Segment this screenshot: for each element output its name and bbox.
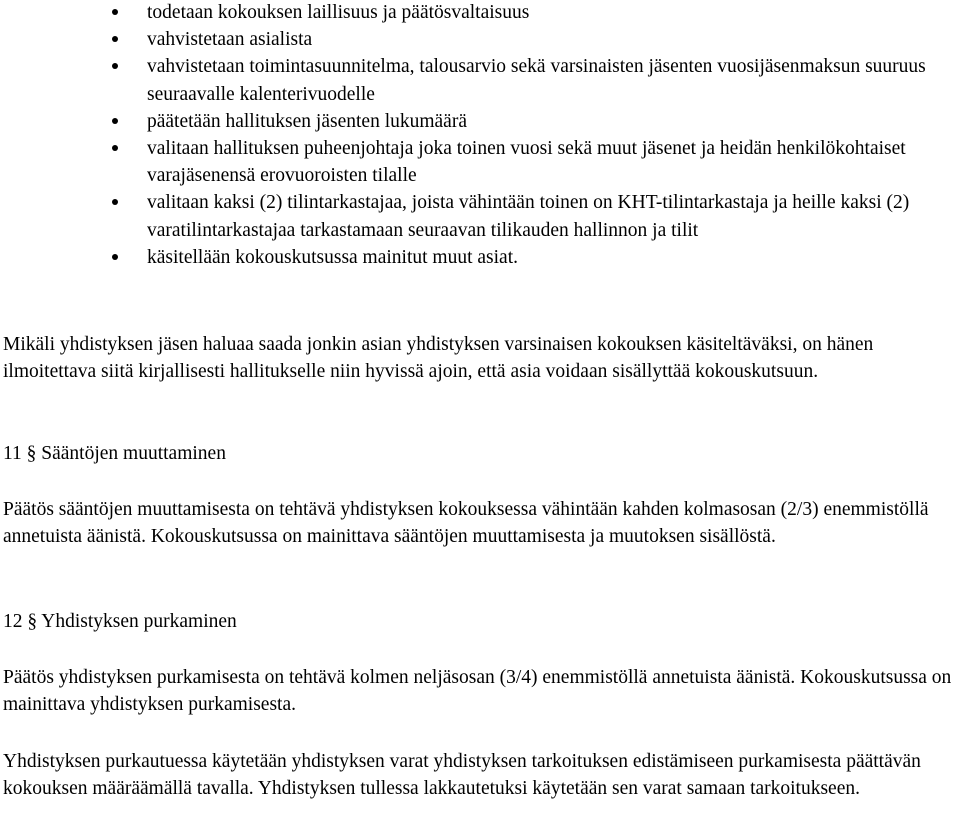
bullet-icon xyxy=(112,145,118,151)
bullet-icon xyxy=(112,199,118,205)
list-item-text: käsitellään kokouskutsussa mainitut muut asiat. xyxy=(147,246,518,268)
list-item xyxy=(0,53,947,107)
paragraph-member-proposal: Mikäli yhdistyksen jäsen haluaa saada jonkin asian yhdistyksen varsinaisen kokouksen käsiteltäväksi, on hänen ilmoitettava siitä kirjallisesti hallitukselle niin hyvissä ajoin, että asia voidaan sisällyttää kokouskutsuun. xyxy=(3,334,874,383)
list-item xyxy=(0,26,947,53)
bullet-icon xyxy=(112,36,118,42)
list-item xyxy=(0,189,947,243)
agenda-list xyxy=(0,0,960,271)
list-item xyxy=(0,0,947,26)
bullet-icon xyxy=(112,9,118,15)
list-item-text: vahvistetaan asialista xyxy=(147,29,313,51)
list-item xyxy=(0,244,947,271)
section-12-heading: 12 § Yhdistyksen purkaminen xyxy=(3,611,237,632)
bullet-icon xyxy=(112,63,118,69)
section-11-text: Päätös sääntöjen muuttamisesta on tehtävä yhdistyksen kokouksessa vähintään kahden kolmasosan (2/3) enemmistöllä annetuista äänistä. Kokouskutsussa on mainittava sääntöjen muuttamisesta ja muutoksen sisällöstä. xyxy=(3,499,929,548)
section-12-text-1: Päätös yhdistyksen purkamisesta on tehtävä kolmen neljäsosan (3/4) enemmistöllä annetuista äänistä. Kokouskutsussa on mainittava yhdistyksen purkamisesta. xyxy=(3,667,952,716)
list-item-text: valitaan hallituksen puheenjohtaja joka toinen vuosi sekä muut jäsenet ja heidän henkilökohtaiset varajäsenensä erovuoroisten tilalle xyxy=(147,138,906,187)
section-11-heading: 11 § Sääntöjen muuttaminen xyxy=(3,443,226,464)
list-item xyxy=(0,135,947,189)
bullet-icon xyxy=(112,118,118,124)
list-item xyxy=(0,108,947,135)
list-item-text: todetaan kokouksen laillisuus ja päätösvaltaisuus xyxy=(147,2,530,23)
list-item-text: valitaan kaksi (2) tilintarkastajaa, joista vähintään toinen on KHT-tilintarkastaja ja heille kaksi (2) varatilintarkastajaa tarkastamaan seuraavan tilikauden hallinnon ja tilit xyxy=(147,192,910,241)
list-item-text: vahvistetaan toimintasuunnitelma, talousarvio sekä varsinaisten jäsenten vuosijäsenmaksun suuruus seuraavalle kalenterivuodelle xyxy=(147,56,926,105)
bullet-icon xyxy=(112,254,118,260)
list-item-text: päätetään hallituksen jäsenten lukumäärä xyxy=(147,110,467,132)
section-12-text-2: Yhdistyksen purkautuessa käytetään yhdistyksen varat yhdistyksen tarkoituksen edistämiseen purkamisesta päättävän kokouksen määräämällä tavalla. Yhdistyksen tullessa lakkautetuksi käytetään sen varat samaan tarkoitukseen. xyxy=(3,751,921,800)
